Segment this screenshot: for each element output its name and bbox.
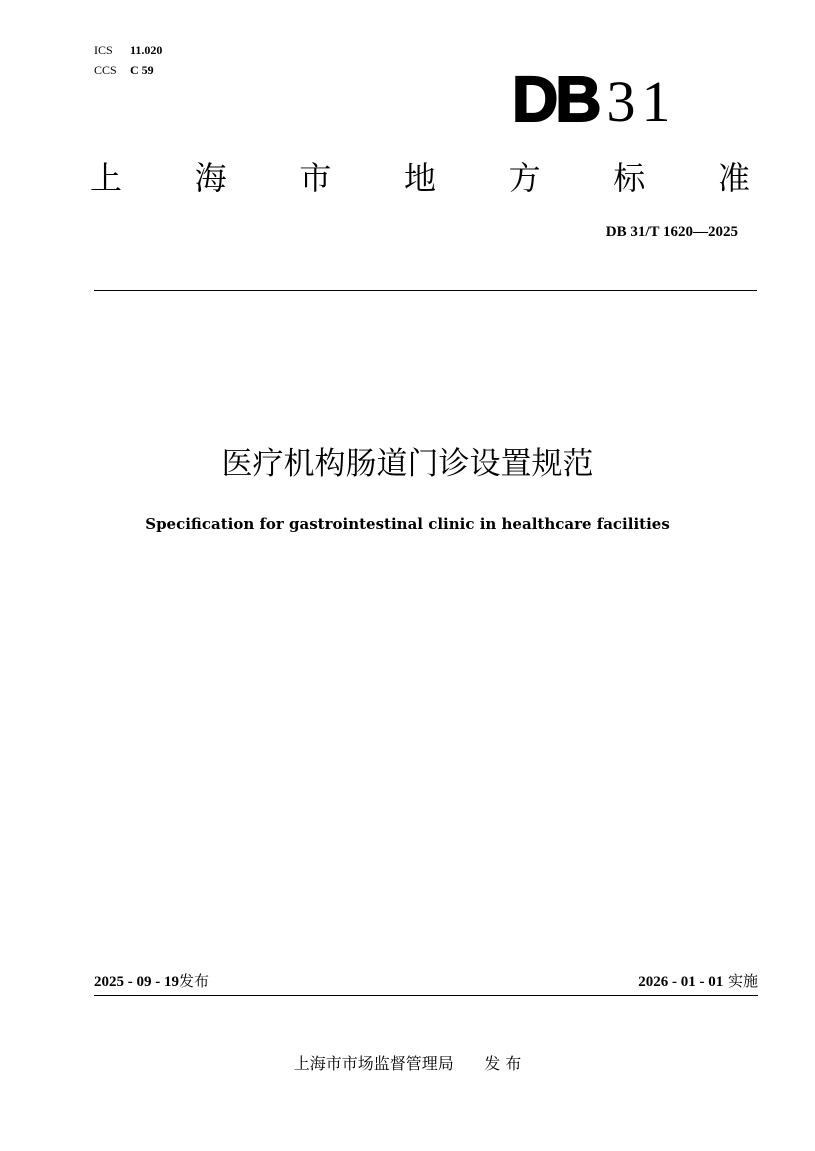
standard-number: DB 31/T 1620—2025 [605,224,738,240]
classification-codes [94,40,162,80]
db31-logo [512,64,676,134]
ccs-label: CCS [94,63,117,77]
publisher-name: 上海市市场监督管理局 [293,1054,454,1073]
publisher-line [0,1052,815,1076]
standard-type-char: 海 [194,159,227,197]
document-title-english: Specification for gastrointestinal clinic in healthcare facilities [145,515,670,533]
footer-divider [94,995,758,996]
standard-type-char: 上 [90,159,123,197]
standard-type-heading [90,156,750,200]
standard-type-char: 市 [299,159,332,197]
db-letters: DB [512,63,599,135]
issue-date-block [94,968,209,995]
date-row [94,968,758,994]
standard-type-char: 准 [717,159,750,197]
standard-type-char: 方 [508,159,541,197]
issue-label: 发布 [179,972,210,990]
standard-type-char: 标 [613,159,646,197]
issue-date: 2025 - 09 - 19 [94,974,179,990]
effective-date-block [638,968,758,995]
ccs-value: C 59 [130,63,154,77]
document-title-chinese: 医疗机构肠道门诊设置规范 [221,446,594,482]
effective-date: 2026 - 01 - 01 [638,974,724,990]
header-divider [94,290,757,291]
ccs-code-line [94,60,162,80]
standard-type-char: 地 [403,159,436,197]
effective-label: 实施 [727,972,758,990]
ics-value: 11.020 [130,43,163,57]
db-region-number: 31 [606,69,677,134]
ics-label: ICS [94,43,113,57]
ics-code-line [94,40,162,60]
publisher-action: 发 布 [484,1054,522,1073]
